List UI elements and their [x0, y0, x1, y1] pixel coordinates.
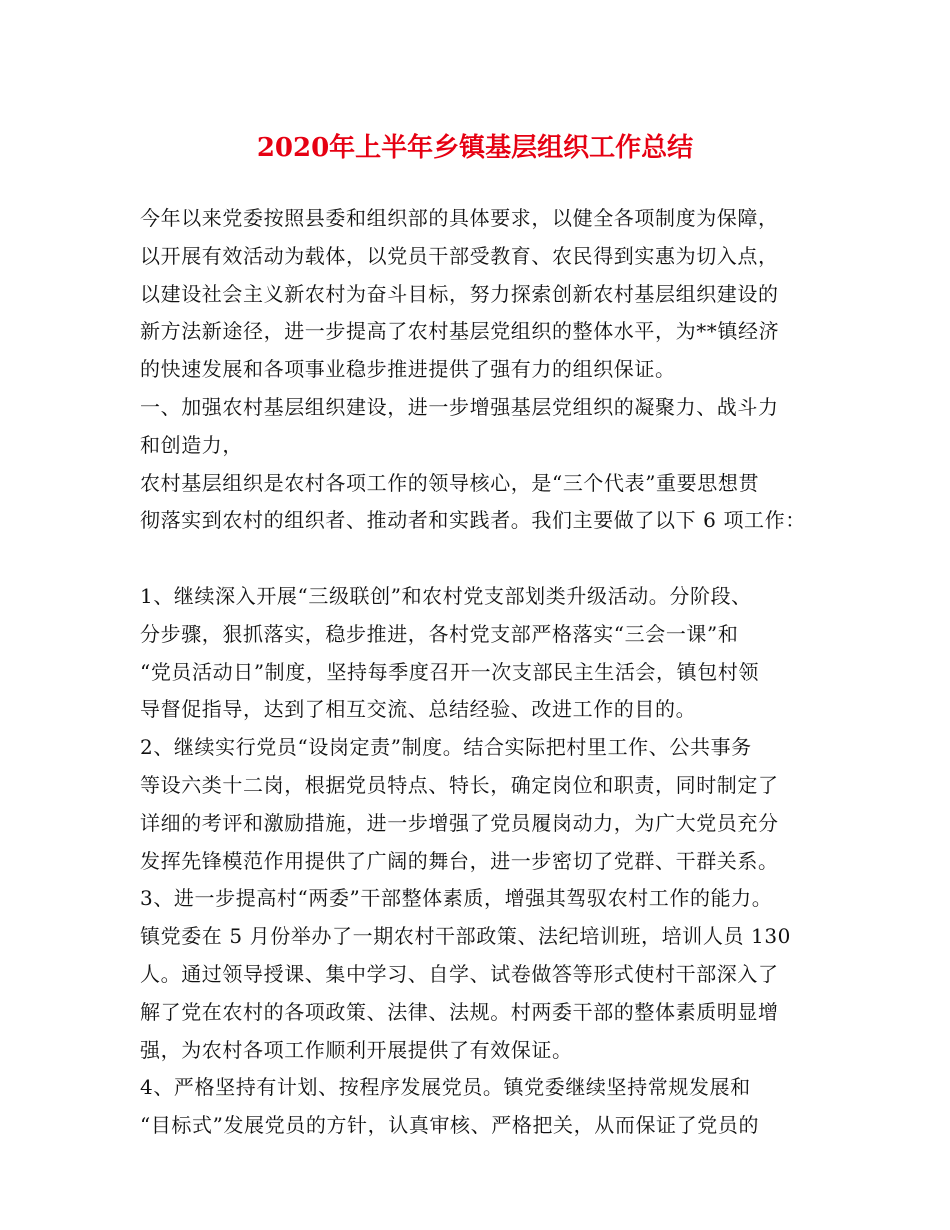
text-line: 以建设社会主义新农村为奋斗目标，努力探索创新农村基层组织建设的: [140, 281, 779, 306]
text-line: 解了党在农村的各项政策、法律、法规。村两委干部的整体素质明显增: [140, 999, 779, 1024]
text-line: 2、继续实行党员“设岗定责”制度。结合实际把村里工作、公共事务: [140, 735, 752, 760]
text-line: 和创造力，: [140, 432, 243, 457]
text-line: “党员活动日”制度，坚持每季度召开一次支部民主生活会，镇包村领: [140, 659, 760, 684]
text-line: 3、进一步提高村“两委”干部整体素质，增强其驾驭农村工作的能力。: [140, 886, 773, 911]
text-line: 的快速发展和各项事业稳步推进提供了强有力的组织保证。: [140, 357, 676, 382]
text-line: 详细的考评和激励措施，进一步增强了党员履岗动力，为广大党员充分: [140, 810, 779, 835]
text-line: 发挥先锋模范作用提供了广阔的舞台，进一步密切了党群、干群关系。: [140, 848, 779, 873]
text-line: 导督促指导，达到了相互交流、总结经验、改进工作的目的。: [140, 697, 697, 722]
text-line: 4、严格坚持有计划、按程序发展党员。镇党委继续坚持常规发展和: [140, 1075, 751, 1100]
text-line: 今年以来党委按照县委和组织部的具体要求，以健全各项制度为保障，: [140, 206, 779, 230]
blank-line: [140, 540, 820, 578]
text-line: 1、继续深入开展“三级联创”和农村党支部划类升级活动。分阶段、: [140, 583, 752, 608]
text-line: 等设六类十二岗，根据党员特点、特长，确定岗位和职责，同时制定了: [140, 772, 779, 797]
document-body: [140, 200, 820, 1145]
text-line: “目标式”发展党员的方针，认真审核、严格把关，从而保证了党员的: [140, 1113, 760, 1138]
text-line: 强，为农村各项工作顺利开展提供了有效保证。: [140, 1037, 573, 1062]
document-title: 2020年上半年乡镇基层组织工作总结: [256, 133, 694, 163]
text-line: 农村基层组织是农村各项工作的领导核心，是“三个代表”重要思想贯: [140, 470, 760, 495]
text-line: 镇党委在 5 月份举办了一期农村干部政策、法纪培训班，培训人员 130: [140, 924, 791, 949]
text-line: 一、加强农村基层组织建设，进一步增强基层党组织的凝聚力、战斗力: [140, 394, 779, 419]
text-line: 新方法新途径，进一步提高了农村基层党组织的整体水平，为**镇经济: [140, 319, 780, 344]
text-line: 彻落实到农村的组织者、推动者和实践者。我们主要做了以下 6 项工作：: [140, 508, 806, 533]
text-line: 以开展有效活动为载体，以党员干部受教育、农民得到实惠为切入点，: [140, 243, 779, 268]
text-line: 分步骤，狠抓落实，稳步推进，各村党支部严格落实“三会一课”和: [140, 621, 739, 646]
text-line: 人。通过领导授课、集中学习、自学、试卷做答等形式使村干部深入了: [140, 961, 779, 986]
